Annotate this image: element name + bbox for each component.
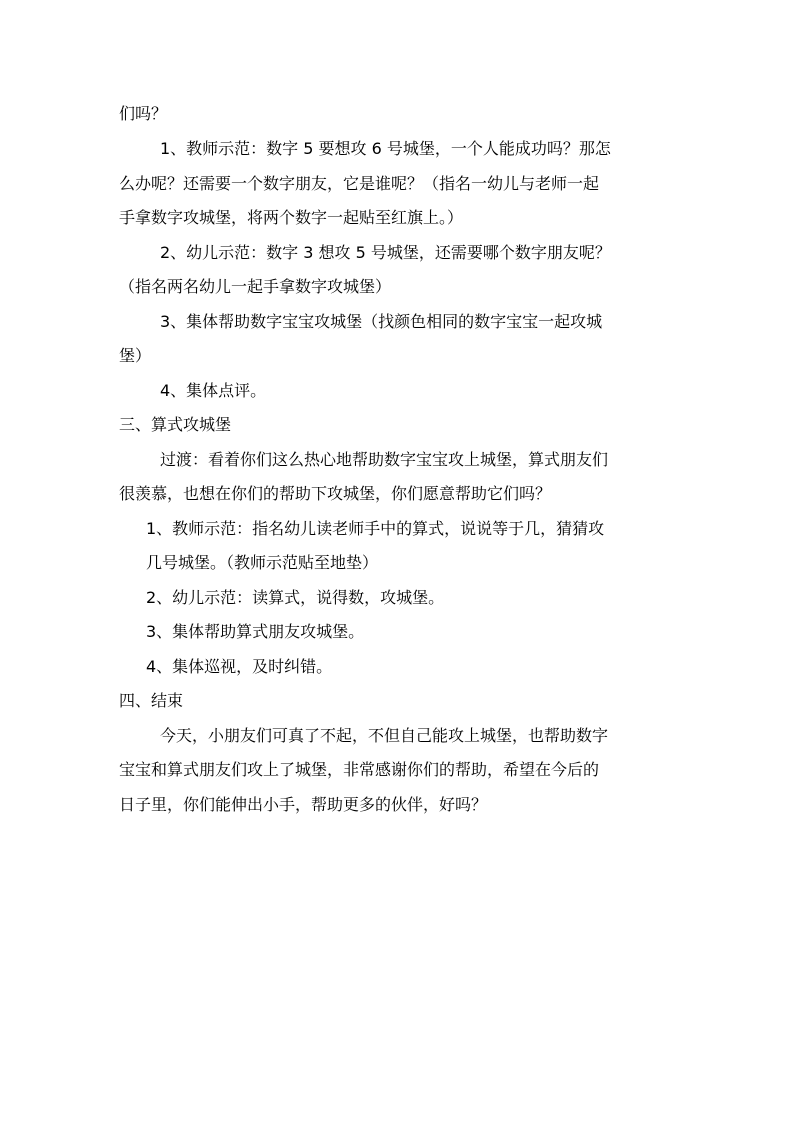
text-line-17: 4、集体巡视，及时纠错。 bbox=[146, 657, 333, 676]
text-line-11: 过渡：看着你们这么热心地帮助数字宝宝攻上城堡，算式朋友们 bbox=[160, 450, 609, 469]
text-line-5: 2、幼儿示范：数字 3 想攻 5 号城堡，还需要哪个数字朋友呢？ bbox=[160, 243, 611, 262]
text-line-21: 日子里，你们能伸出小手，帮助更多的伙伴，好吗？ bbox=[119, 795, 488, 814]
text-line-20: 宝宝和算式朋友们攻上了城堡，非常感谢你们的帮助，希望在今后的 bbox=[119, 760, 600, 779]
text-line-2: 1、教师示范：数字 5 要想攻 6 号城堡，一个人能成功吗？那怎 bbox=[160, 139, 611, 158]
text-line-16: 3、集体帮助算式朋友攻城堡。 bbox=[146, 622, 365, 641]
text-line-3: 么办呢？还需要一个数字朋友，它是谁呢？（指名一幼儿与老师一起 bbox=[119, 174, 600, 193]
text-line-6: （指名两名幼儿一起手拿数字攻城堡） bbox=[119, 277, 392, 296]
text-line-12: 很羡慕，也想在你们的帮助下攻城堡，你们愿意帮助它们吗？ bbox=[119, 484, 552, 503]
text-line-4: 手拿数字攻城堡，将两个数字一起贴至红旗上。） bbox=[119, 208, 464, 227]
text-line-1: 们吗？ bbox=[119, 104, 168, 123]
section-heading-3: 三、算式攻城堡 bbox=[119, 415, 232, 434]
text-line-8: 堡） bbox=[119, 346, 152, 365]
text-line-13: 1、教师示范：指名幼儿读老师手中的算式，说说等于几，猜猜攻 bbox=[146, 519, 605, 538]
text-line-19: 今天，小朋友们可真了不起，不但自己能攻上城堡，也帮助数字 bbox=[160, 726, 609, 745]
text-line-14: 几号城堡。（教师示范贴至地垫） bbox=[146, 553, 379, 572]
text-line-9: 4、集体点评。 bbox=[160, 381, 267, 400]
text-line-15: 2、幼儿示范：读算式，说得数，攻城堡。 bbox=[146, 588, 445, 607]
section-heading-4: 四、结束 bbox=[119, 691, 184, 710]
text-line-7: 3、集体帮助数字宝宝攻城堡（找颜色相同的数字宝宝一起攻城 bbox=[160, 312, 603, 331]
